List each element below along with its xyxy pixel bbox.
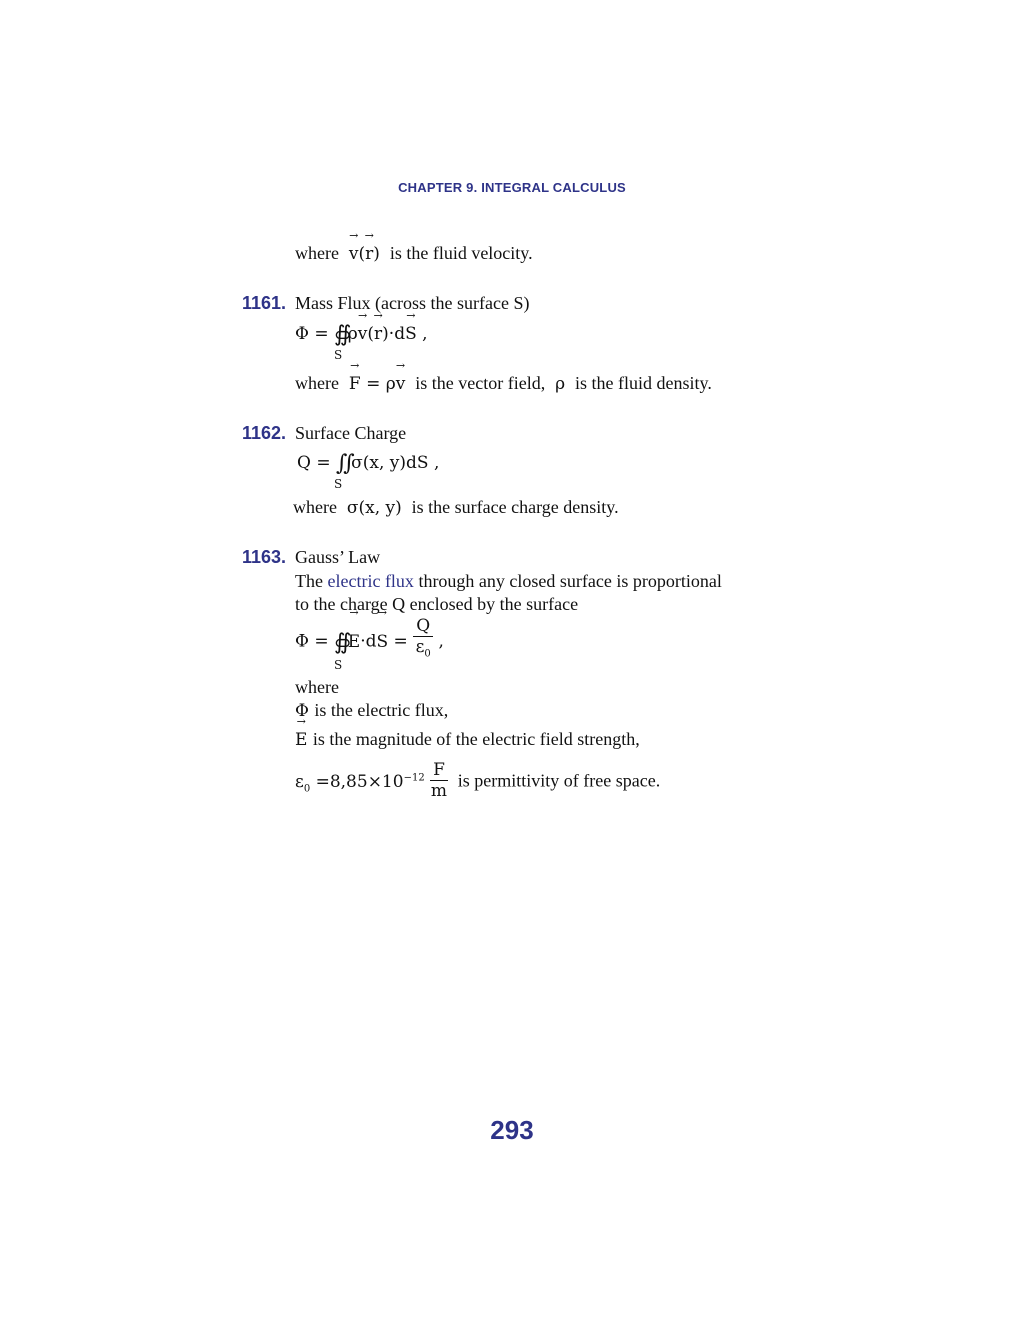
gauss-text-line-2: to the charge Q enclosed by the surface — [295, 594, 579, 614]
gauss-law-formula: Φ = ∯ → E·d→ S = $\frac{Q}{\varepsilon_0}$ , — [295, 618, 444, 666]
running-header: CHAPTER 9. INTEGRAL CALCULUS — [398, 180, 626, 195]
formula-number-1163: 1163. — [242, 547, 287, 567]
formula-title-1162: Surface Charge — [295, 423, 407, 443]
formula-title-1161: Mass Flux (across the surface S) — [295, 293, 530, 313]
page-number: 293 — [490, 1115, 534, 1145]
surface-subscript: S — [334, 348, 343, 362]
where-label-1163: where — [295, 677, 339, 697]
mass-flux-formula: Φ = ∯ ρ→ v(→ r)·d→ S , — [295, 322, 428, 345]
formula-title-1163: Gauss’ Law — [295, 547, 381, 567]
formula-number-1161: 1161. — [242, 293, 287, 313]
where-line-1162: where σ(x, y) is the surface charge density. — [293, 497, 619, 518]
formula-number-1162: 1162. — [242, 423, 287, 443]
intro-line: where → v(→ r) is the fluid velocity. — [295, 242, 533, 265]
surface-subscript: S — [334, 477, 343, 491]
def-eps-line: $\varepsilon_0 =8,85\times 10^{-12}$ $\frac{F}{m}$ is permittivity of free space. — [295, 759, 661, 801]
electric-flux-link[interactable]: electric flux — [327, 571, 414, 591]
surface-subscript: S — [334, 658, 343, 672]
where-line-1161: where → F = ρ→ v is the vector field, ρ is the fluid density. — [295, 372, 712, 395]
surface-charge-formula: Q = ∬ σ(x, y)dS , — [297, 451, 440, 476]
def-phi-line: Φ is the electric flux, — [295, 700, 449, 721]
gauss-text-line-1: The electric flux through any closed surface is proportional — [295, 571, 722, 591]
def-e-line: → E is the magnitude of the electric field strength, — [295, 728, 640, 751]
velocity-expression: → v(→ r) — [343, 244, 385, 264]
